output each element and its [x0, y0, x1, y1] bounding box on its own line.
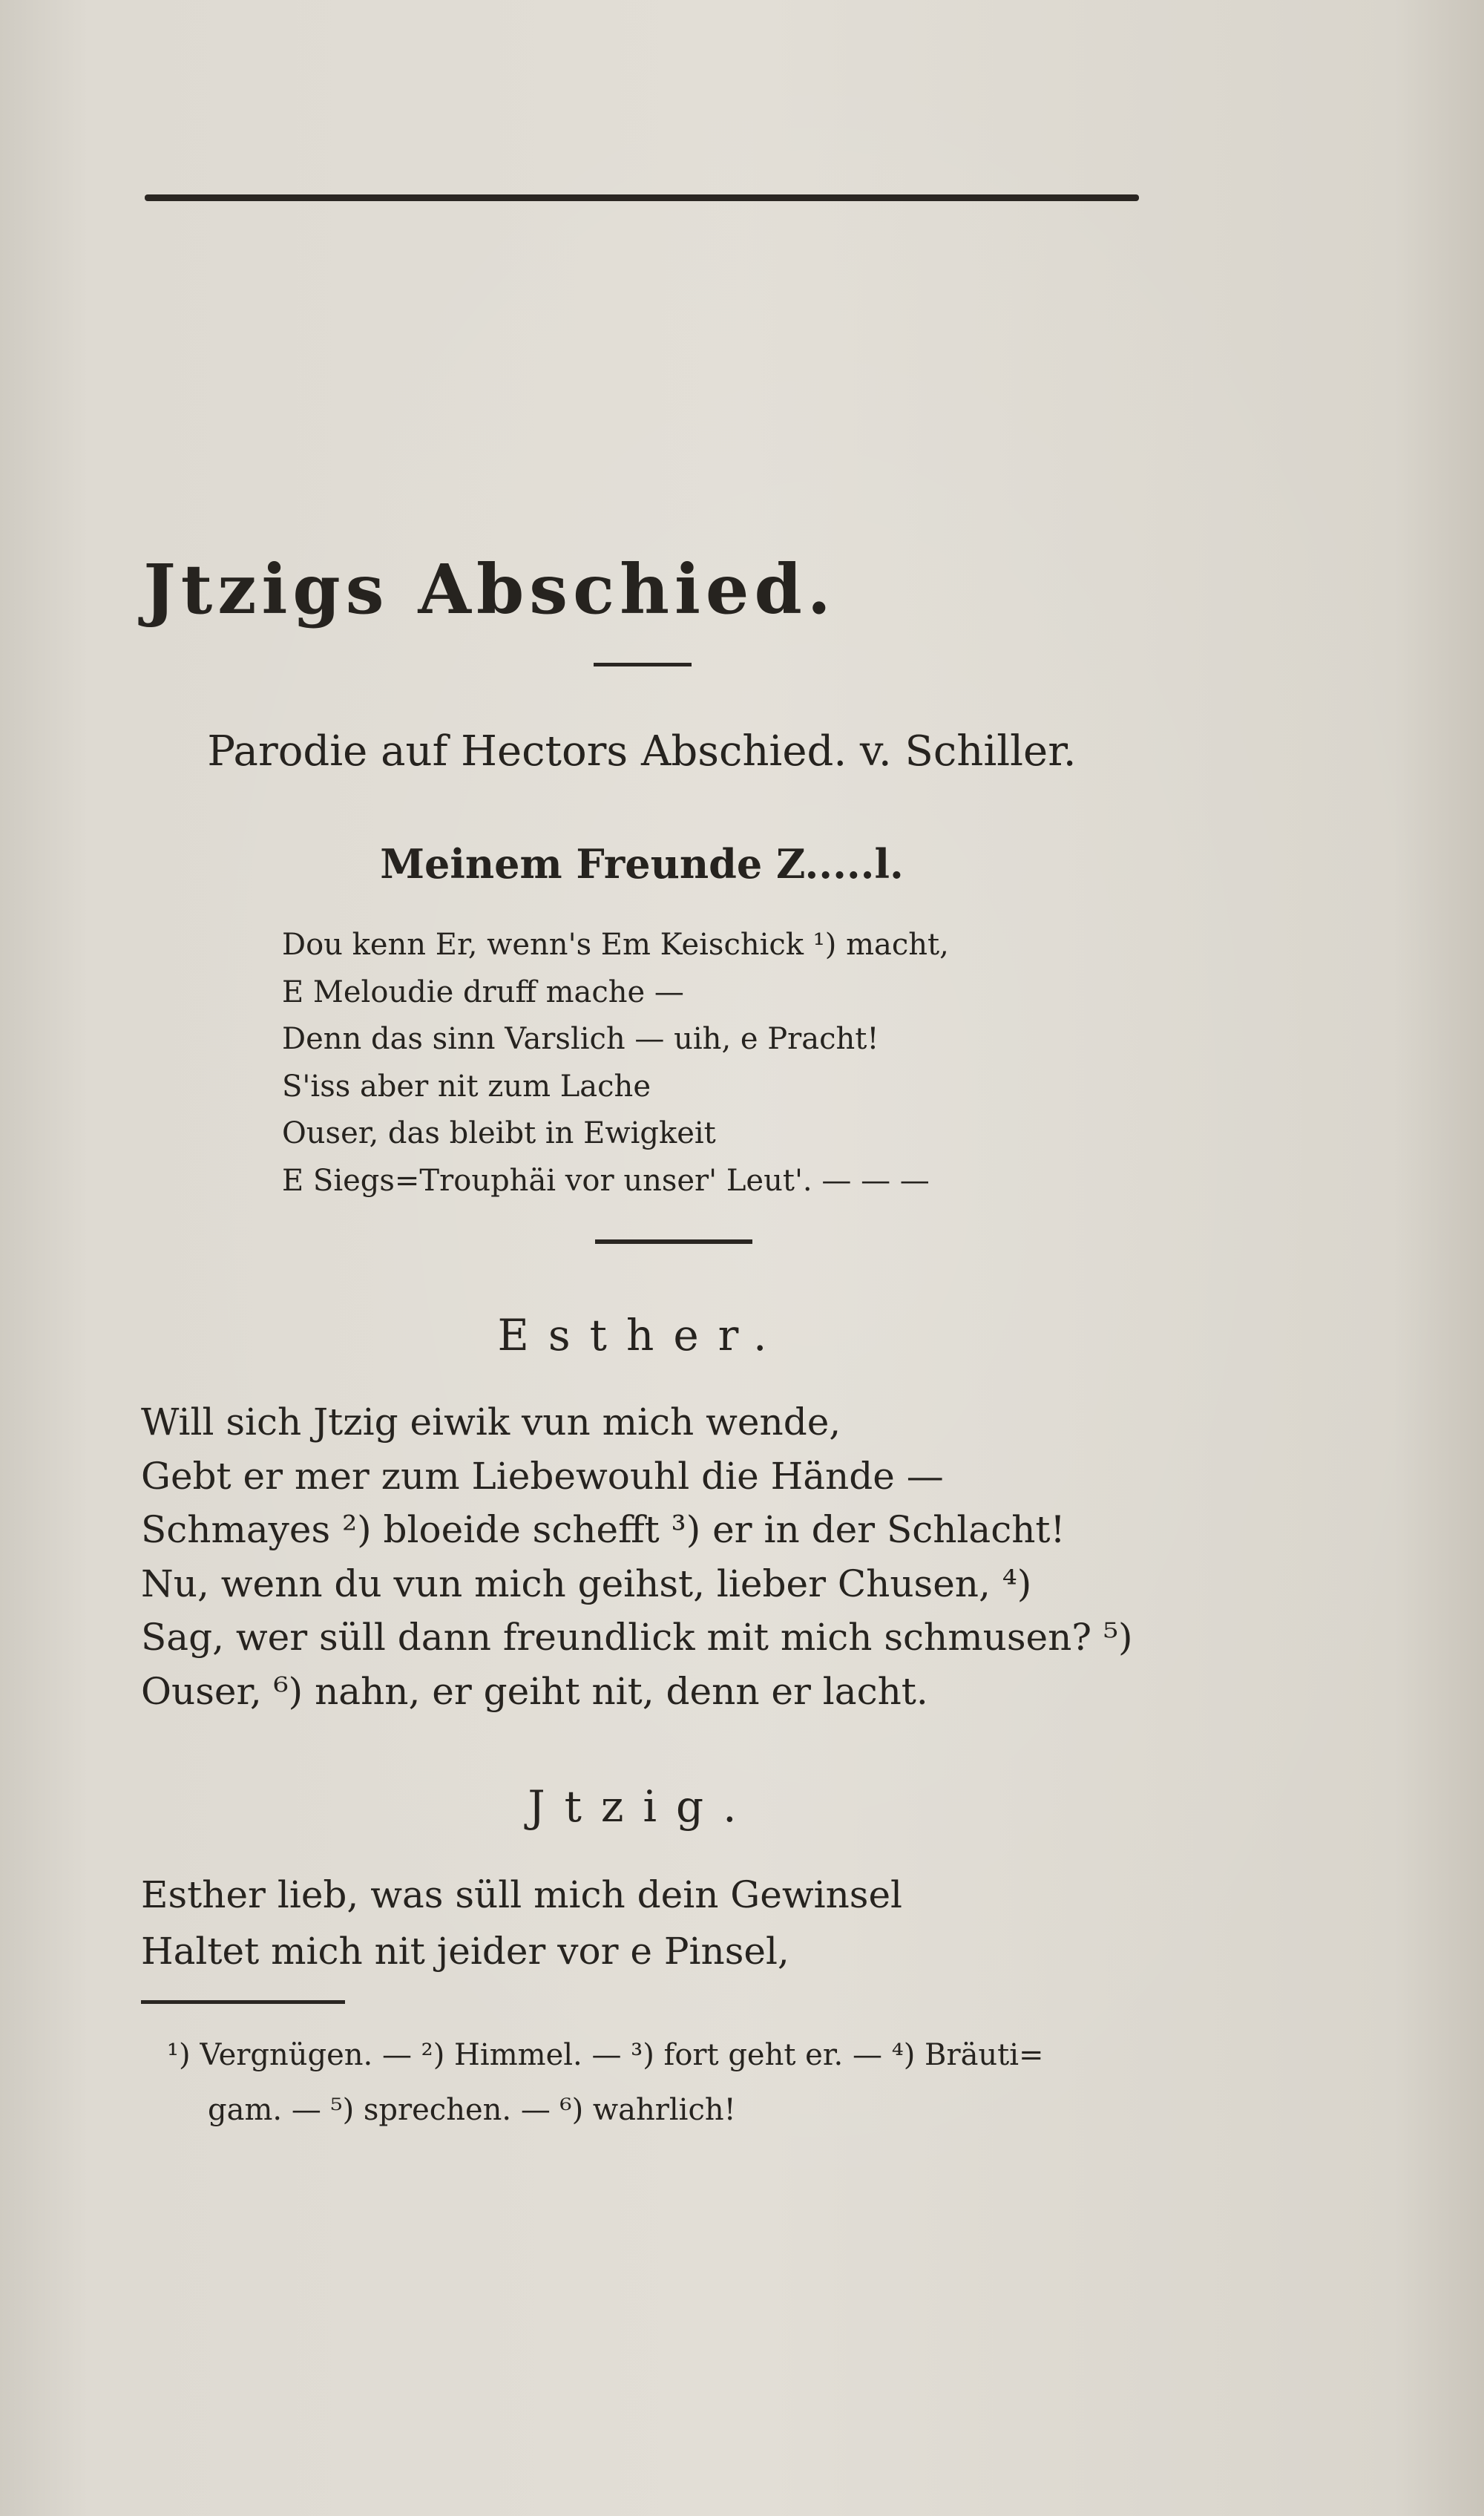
speaker-heading-itzig: Jtzig.: [528, 1781, 756, 1832]
verse-line: E Meloudie druff mache —: [282, 974, 684, 1009]
verse-line: Schmayes ²) bloeide schefft ³) er in der Schlacht!: [141, 1508, 1066, 1551]
footnote-line: ¹) Vergnügen. — ²) Himmel. — ³) fort geht er. — ⁴) Bräuti=: [167, 2038, 1044, 2072]
verse-line: Ouser, das bleibt in Ewigkeit: [282, 1116, 716, 1150]
top-rule: [145, 194, 1139, 201]
verse-line: Esther lieb, was süll mich dein Gewinsel: [141, 1873, 903, 1916]
dedication: Meinem Freunde Z.....l.: [380, 840, 904, 888]
footnote-rule: [141, 2000, 345, 2004]
verse-line: Haltet mich nit jeider vor e Pinsel,: [141, 1930, 789, 1973]
verse-line: Ouser, ⁶) nahn, er geiht nit, denn er lacht.: [141, 1669, 928, 1713]
intro-verse: [282, 922, 949, 1205]
verse-line: Nu, wenn du vun mich geihst, lieber Chusen, ⁴): [141, 1562, 1032, 1605]
section-divider: [595, 1239, 752, 1244]
verse-line: Sag, wer süll dann freundlick mit mich schmusen? ⁵): [141, 1616, 1133, 1659]
speaker-heading-esther: Esther.: [497, 1310, 787, 1360]
esther-verse: [141, 1395, 1133, 1718]
verse-line: S'iss aber nit zum Lache: [282, 1069, 651, 1104]
page-title: Jtzigs Abschied.: [143, 549, 836, 629]
itzig-verse: [141, 1867, 902, 1979]
verse-line: Will sich Jtzig eiwik vun mich wende,: [141, 1400, 841, 1444]
subtitle: Parodie auf Hectors Abschied. v. Schiller.: [207, 727, 1077, 776]
footnotes: [167, 2028, 1221, 2137]
verse-line: Denn das sinn Varslich — uih, e Pracht!: [282, 1022, 879, 1056]
verse-line: Dou kenn Er, wenn's Em Keischick ¹) macht,: [282, 928, 949, 962]
verse-line: Gebt er mer zum Liebewouhl die Hände —: [141, 1454, 944, 1498]
footnote-line: gam. — ⁵) sprechen. — ⁶) wahrlich!: [208, 2093, 736, 2127]
verse-line: E Siegs=Trouphäi vor unser' Leut'. — — —: [282, 1163, 930, 1198]
title-divider: [594, 663, 692, 666]
